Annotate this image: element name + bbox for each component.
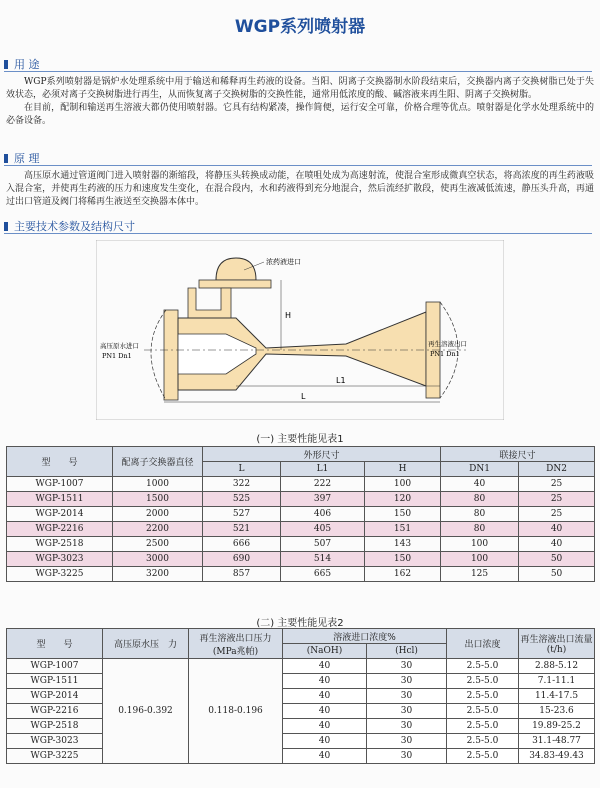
table-cell: 2.5-5.0 [447,704,519,719]
table-cell: 40 [519,522,595,537]
header-model: 型 号 [7,629,103,659]
table-cell: 40 [441,477,519,492]
table-cell: 100 [441,552,519,567]
table-cell: 2000 [113,507,203,522]
header-concentration: 溶液进口浓度% [283,629,447,644]
table-cell: 120 [365,492,441,507]
table-row [7,552,595,567]
table-cell: 1500 [113,492,203,507]
table-cell: WGP-1511 [7,492,113,507]
section-marker [4,60,8,69]
table-cell: 406 [281,507,365,522]
table-cell: 666 [203,537,281,552]
table-cell: 2.5-5.0 [447,674,519,689]
table-cell: WGP-3225 [7,567,113,582]
section-marker [4,154,8,163]
table-cell: 40 [283,719,367,734]
table-cell: 405 [281,522,365,537]
table-cell: 30 [367,704,447,719]
table-cell: 30 [367,659,447,674]
header-conn: 联接尺寸 [441,447,595,462]
table-row [7,734,595,749]
table-cell: WGP-2518 [7,537,113,552]
table-cell: 525 [203,492,281,507]
section-divider [4,233,592,234]
section-heading-label: 用 途 [14,58,40,71]
table-cell: 322 [203,477,281,492]
table-cell: 40 [283,749,367,764]
header-h: H [365,462,441,477]
table-cell: 19.89-25.2 [519,719,595,734]
table-cell: WGP-1007 [7,477,113,492]
table-row [7,567,595,582]
table-cell: 690 [203,552,281,567]
table-cell: 143 [365,537,441,552]
table-cell: WGP-3225 [7,749,103,764]
label-outlet: 再生溶液出口 [428,340,467,348]
table-cell: 2.88-5.12 [519,659,595,674]
header-pressure: 高压原水压 力 [103,629,189,659]
table-cell: 527 [203,507,281,522]
table-cell: 30 [367,734,447,749]
section-heading-label: 主要技术参数及结构尺寸 [14,220,135,233]
header-hcl: (Hcl) [367,644,447,659]
performance-table-1 [6,446,595,582]
table1-caption: (一) 主要性能见表1 [256,434,344,445]
usage-paragraph: WGP系列喷射器是锅炉水处理系统中用于输送和稀释再生药液的设备。当阳、阴离子交换器制水阶段结束后，交换器内离子交换树脂已处于失效状态，必须对离子交换树脂进行再生，从而恢复离子交换树脂的交换性能，通常用低浓度的酸、碱溶液来再生阳、阴离子交换树脂。 [6,77,594,100]
left-flange [164,310,178,400]
table-cell: 521 [203,522,281,537]
table-cell: 150 [365,552,441,567]
table-cell: WGP-3023 [7,734,103,749]
table-cell: 40 [283,689,367,704]
header-naoh: (NaOH) [283,644,367,659]
table-cell: 2.5-5.0 [447,749,519,764]
table-cell: 30 [367,719,447,734]
table-cell: 30 [367,689,447,704]
section-heading-label: 原 理 [14,152,40,165]
table-cell: 397 [281,492,365,507]
page-title: WGP系列喷射器 [234,17,366,37]
table-cell: 40 [283,674,367,689]
table-row [7,704,595,719]
header-outlet-pressure: 再生溶液出口压力(MPa兆帕) [189,629,283,659]
header-out-conc: 出口浓度 [447,629,519,659]
section-divider [4,71,592,72]
table-cell: 2.5-5.0 [447,689,519,704]
table-cell: 7.1-11.1 [519,674,595,689]
table-row [7,537,595,552]
table-cell: 40 [519,537,595,552]
table-cell: 34.83-49.43 [519,749,595,764]
table-cell: 2500 [113,537,203,552]
table-cell: 25 [519,477,595,492]
label-inlet: 浓药液进口 [266,258,301,266]
table-cell: 2200 [113,522,203,537]
table-cell: 2.5-5.0 [447,719,519,734]
table-cell: 30 [367,749,447,764]
table-cell: 25 [519,507,595,522]
table-cell: WGP-2216 [7,704,103,719]
table-cell: WGP-1511 [7,674,103,689]
table-cell: 50 [519,552,595,567]
table-cell: 100 [441,537,519,552]
table-cell: WGP-2014 [7,689,103,704]
label-water-pn: PN1 Dn1 [102,352,132,360]
table-cell: 40 [283,659,367,674]
table-row [7,719,595,734]
ejector-drawing [96,240,504,420]
label-water: 高压原水进口 [100,342,139,350]
dim-h-label: H [285,311,292,320]
table-cell: 514 [281,552,365,567]
table-cell: 151 [365,522,441,537]
table-cell: 100 [365,477,441,492]
table-cell: WGP-1007 [7,659,103,674]
table-cell: WGP-3023 [7,552,113,567]
table-cell: 25 [519,492,595,507]
principle-paragraph: 高压原水通过管道阀门进入喷射器的渐缩段，将静压头转换成动能，在喷咀处成为高速射流，使混合室形成微真空状态，将高浓度的再生药液吸入混合室，并使再生药液的压力和速度发生变化，在混合段内，水和药液得到充分地混合，然后流经扩散段，使再生液减低流速，静压头升高，再通过出口管道及阀门将稀再生液送至交换器本体中。 [6,171,594,207]
table-cell: 50 [519,567,595,582]
section-heading-usage [4,58,40,72]
header-flow: 再生溶液出口流量(t/h) [519,629,595,659]
header-model: 型 号 [7,447,113,477]
header-l1: L1 [281,462,365,477]
table-cell: 150 [365,507,441,522]
table-cell: 80 [441,492,519,507]
table-cell: 507 [281,537,365,552]
table-row [7,674,595,689]
table-row [7,749,595,764]
table-cell: 80 [441,507,519,522]
table-row [7,507,595,522]
table-cell: 2.5-5.0 [447,659,519,674]
table-cell: 125 [441,567,519,582]
drawing-frame [96,240,504,420]
table-cell: 30 [367,674,447,689]
table-cell: 3200 [113,567,203,582]
table-cell: 665 [281,567,365,582]
header-dn1: DN1 [441,462,519,477]
table-cell: 0.196-0.392 [103,659,189,764]
table-row [7,477,595,492]
label-outlet-pn: PN1 Dn1 [430,350,460,358]
inlet-flange [199,280,271,288]
dim-l-label: L [301,392,306,401]
table-cell: 2.5-5.0 [447,734,519,749]
table-cell: 15-23.6 [519,704,595,719]
dim-l1-label: L1 [336,376,346,385]
table-row [7,689,595,704]
table-row [7,522,595,537]
section-marker [4,222,8,231]
table-cell: 40 [283,734,367,749]
table-cell: 857 [203,567,281,582]
table-cell: WGP-2518 [7,719,103,734]
section-heading-principle [4,152,40,166]
usage-paragraph: 在目前，配制和输送再生溶液大都仍使用喷射器。它具有结构紧凑，操作简便，运行安全可靠，价格合理等优点。喷射器是化学水处理系统中的必备设备。 [6,103,594,126]
table-cell: 162 [365,567,441,582]
header-resin-dia: 配离子交换器直径 [113,447,203,477]
table-cell: 3000 [113,552,203,567]
table-cell: 31.1-48.77 [519,734,595,749]
table-cell: WGP-2014 [7,507,113,522]
table-cell: 40 [283,704,367,719]
section-divider [4,165,592,166]
principle-text [6,170,594,209]
header-dn2: DN2 [519,462,595,477]
table2-caption: (二) 主要性能见表2 [256,618,344,629]
table-row [7,659,595,674]
header-l: L [203,462,281,477]
performance-table-2 [6,628,595,764]
table-row [7,492,595,507]
section-heading-params [4,220,135,234]
usage-text [6,76,594,128]
table-cell: WGP-2216 [7,522,113,537]
table-cell: 80 [441,522,519,537]
header-outer: 外形尺寸 [203,447,441,462]
table-cell: 222 [281,477,365,492]
table-cell: 0.118-0.196 [189,659,283,764]
table-cell: 1000 [113,477,203,492]
table-cell: 11.4-17.5 [519,689,595,704]
